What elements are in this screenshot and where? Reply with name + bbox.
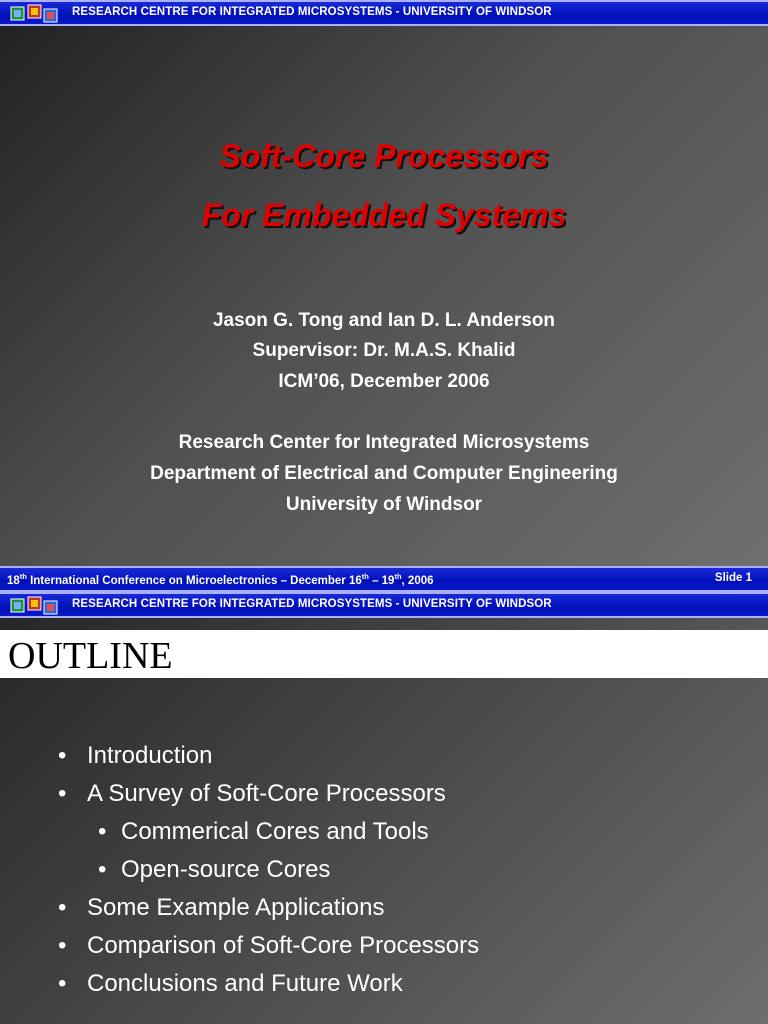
title-band (0, 630, 768, 678)
outline-item (0, 894, 768, 932)
outline-list (0, 742, 768, 1008)
affiliation-university: University of Windsor (285, 494, 483, 515)
outline-item-text: Open-source Cores (121, 856, 331, 883)
bullet-icon: • (58, 970, 67, 997)
header-banner (0, 592, 768, 618)
slide-title: OUTLINE (8, 635, 173, 677)
bullet-icon: • (58, 932, 67, 959)
outline-item (0, 742, 768, 780)
slide-title-line-1: Soft-Core Processors (219, 138, 549, 174)
affiliation-department: Department of Electrical and Computer Engineering (150, 463, 618, 484)
outline-item-text: Commerical Cores and Tools (121, 818, 429, 845)
supervisor: Supervisor: Dr. M.A.S. Khalid (252, 340, 516, 361)
banner-text: RESEARCH CENTRE FOR INTEGRATED MICROSYSTEMS - UNIVERSITY OF WINDSOR (72, 598, 552, 610)
outline-item-text: Introduction (87, 742, 213, 769)
footer-banner (0, 566, 768, 592)
slide-number: Slide 1 (714, 572, 752, 584)
outline-item-text: Comparison of Soft-Core Processors (87, 932, 480, 959)
outline-item-text: Conclusions and Future Work (87, 970, 403, 997)
affiliation-center: Research Center for Integrated Microsystems (178, 432, 590, 453)
slide-title-line-2: For Embedded Systems (201, 197, 567, 233)
banner-text: RESEARCH CENTRE FOR INTEGRATED MICROSYSTEMS - UNIVERSITY OF WINDSOR (72, 6, 552, 18)
bullet-icon: • (58, 780, 67, 807)
authors: Jason G. Tong and Ian D. L. Anderson (212, 310, 556, 331)
bullet-icon: • (98, 856, 107, 883)
conference-date: ICM’06, December 2006 (278, 371, 490, 392)
outline-item (0, 932, 768, 970)
outline-item-text: Some Example Applications (87, 894, 385, 921)
outline-slide (0, 592, 768, 1024)
outline-item (0, 856, 768, 894)
bullet-icon: • (98, 818, 107, 845)
conference-footer: 18th International Conference on Microelectronics – December 16th – 19th, 2006 (7, 572, 434, 587)
rcim-logo-icon (10, 4, 60, 24)
header-banner (0, 0, 768, 26)
bullet-icon: • (58, 894, 67, 921)
outline-item (0, 818, 768, 856)
rcim-logo-icon (10, 596, 60, 616)
outline-item (0, 780, 768, 818)
outline-item-text: A Survey of Soft-Core Processors (87, 780, 446, 807)
bullet-icon: • (58, 742, 67, 769)
outline-item (0, 970, 768, 1008)
